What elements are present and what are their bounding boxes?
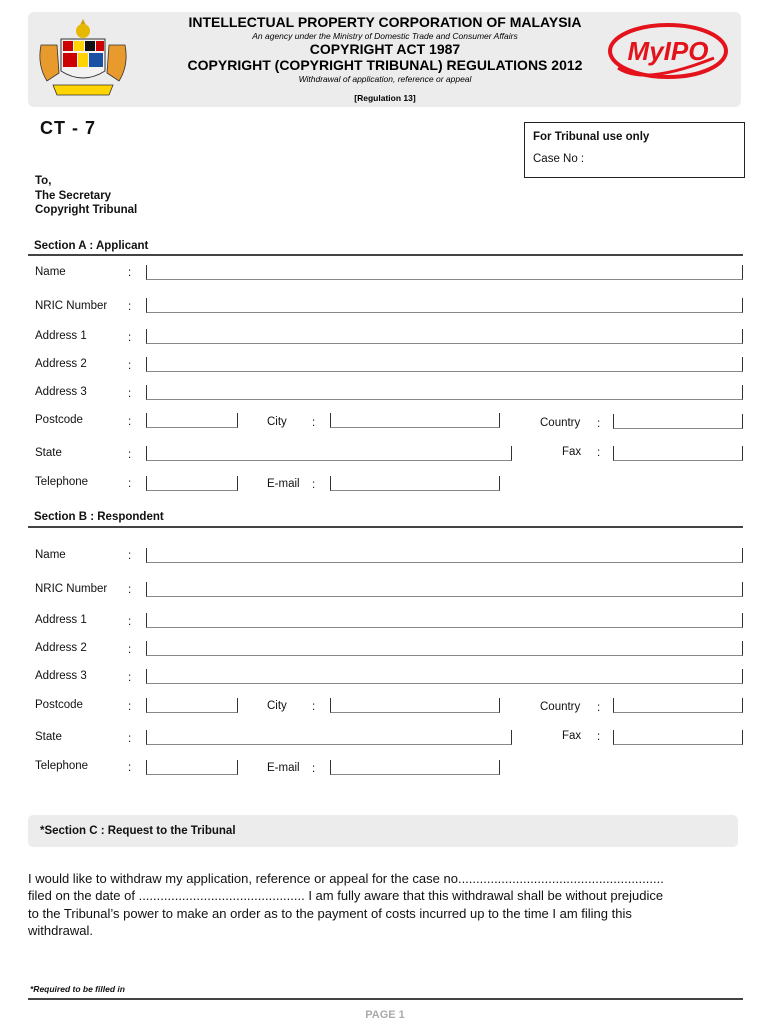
respondent-email-field[interactable] — [330, 760, 500, 775]
section-a-divider — [28, 254, 743, 256]
logo-text: MyIPO — [627, 36, 709, 66]
applicant-fax-label: Fax — [562, 446, 582, 458]
colon: : — [597, 447, 601, 459]
applicant-email-label: E-mail — [267, 478, 300, 490]
applicant-telephone-field[interactable] — [146, 476, 238, 491]
statement-line-3: to the Tribunal’s power to make an order as to the payment of costs incurred up to the time I am filing this — [28, 905, 632, 921]
applicant-name-field[interactable] — [146, 265, 743, 280]
colon: : — [128, 388, 132, 400]
colon: : — [128, 360, 132, 372]
act-title: COPYRIGHT ACT 1987 — [309, 41, 461, 57]
colon: : — [597, 731, 601, 743]
tribunal-box-title: For Tribunal use only — [533, 131, 650, 143]
respondent-address3-label: Address 3 — [35, 670, 87, 682]
applicant-state-label: State — [35, 447, 62, 459]
respondent-state-label: State — [35, 731, 62, 743]
applicant-nric-field[interactable] — [146, 298, 743, 313]
colon: : — [128, 644, 132, 656]
colon: : — [128, 332, 132, 344]
applicant-address2-label: Address 2 — [35, 358, 87, 370]
coat-of-arms-icon — [31, 15, 135, 103]
applicant-country-label: Country — [540, 417, 581, 429]
colon: : — [597, 702, 601, 714]
respondent-telephone-label: Telephone — [35, 760, 89, 772]
applicant-city-field[interactable] — [330, 413, 500, 428]
respondent-address3-field[interactable] — [146, 669, 743, 684]
colon: : — [128, 733, 132, 745]
case-number-label: Case No : — [533, 153, 585, 165]
applicant-nric-label: NRIC Number — [35, 300, 108, 312]
section-c-title: *Section C : Request to the Tribunal — [40, 825, 236, 837]
regulations-title: COPYRIGHT (COPYRIGHT TRIBUNAL) REGULATIONS 2012 — [187, 57, 583, 73]
form-code: CT - 7 — [40, 118, 97, 138]
applicant-fax-field[interactable] — [613, 446, 743, 461]
colon: : — [312, 763, 316, 775]
applicant-address3-field[interactable] — [146, 385, 743, 400]
required-note: *Required to be filled in — [30, 984, 125, 994]
colon: : — [128, 616, 132, 628]
colon: : — [312, 479, 316, 491]
applicant-address1-field[interactable] — [146, 329, 743, 344]
applicant-postcode-label: Postcode — [35, 414, 83, 426]
applicant-name-label: Name — [35, 266, 66, 278]
regulation-reference: [Regulation 13] — [354, 93, 416, 103]
respondent-address1-field[interactable] — [146, 613, 743, 628]
footer-divider — [28, 998, 743, 1000]
respondent-fax-label: Fax — [562, 730, 582, 742]
organization-title: INTELLECTUAL PROPERTY CORPORATION OF MALAYSIA — [188, 14, 582, 30]
addressee-tribunal: Copyright Tribunal — [35, 204, 138, 216]
colon: : — [128, 701, 132, 713]
respondent-country-label: Country — [540, 701, 581, 713]
respondent-postcode-field[interactable] — [146, 698, 238, 713]
respondent-state-field[interactable] — [146, 730, 512, 745]
respondent-country-field[interactable] — [613, 698, 743, 713]
respondent-city-label: City — [267, 700, 287, 712]
statement-line-2: filed on the date of .............................................. I am fully aware that this withdrawal shall be without prejudice — [28, 888, 664, 904]
respondent-name-label: Name — [35, 549, 66, 561]
respondent-postcode-label: Postcode — [35, 699, 83, 711]
applicant-address1-label: Address 1 — [35, 330, 87, 342]
respondent-city-field[interactable] — [330, 698, 500, 713]
applicant-city-label: City — [267, 416, 287, 428]
respondent-address1-label: Address 1 — [35, 614, 87, 626]
colon: : — [128, 449, 132, 461]
colon: : — [128, 416, 132, 428]
respondent-address2-label: Address 2 — [35, 642, 87, 654]
purpose-subtitle: Withdrawal of application, reference or appeal — [298, 74, 472, 84]
respondent-fax-field[interactable] — [613, 730, 743, 745]
colon: : — [128, 762, 132, 774]
colon: : — [312, 701, 316, 713]
colon: : — [128, 584, 132, 596]
section-b-divider — [28, 526, 743, 528]
tribunal-use-box — [524, 122, 745, 178]
colon: : — [128, 267, 132, 279]
respondent-telephone-field[interactable] — [146, 760, 238, 775]
addressee-to: To, — [35, 175, 52, 187]
colon: : — [312, 417, 316, 429]
colon: : — [128, 672, 132, 684]
applicant-state-field[interactable] — [146, 446, 512, 461]
applicant-address3-label: Address 3 — [35, 386, 87, 398]
respondent-nric-label: NRIC Number — [35, 583, 108, 595]
colon: : — [128, 301, 132, 313]
applicant-telephone-label: Telephone — [35, 476, 89, 488]
colon: : — [128, 478, 132, 490]
page-number: PAGE 1 — [365, 1009, 405, 1021]
respondent-address2-field[interactable] — [146, 641, 743, 656]
addressee-secretary: The Secretary — [35, 190, 112, 202]
respondent-name-field[interactable] — [146, 548, 743, 563]
applicant-address2-field[interactable] — [146, 357, 743, 372]
statement-line-1: I would like to withdraw my application, reference or appeal for the case no......................................................... — [28, 871, 664, 886]
colon: : — [597, 418, 601, 430]
applicant-email-field[interactable] — [330, 476, 500, 491]
statement-line-4: withdrawal. — [28, 922, 94, 938]
respondent-nric-field[interactable] — [146, 582, 743, 597]
withdrawal-statement — [28, 870, 743, 939]
colon: : — [128, 550, 132, 562]
section-b-title: Section B : Respondent — [34, 511, 164, 523]
applicant-country-field[interactable] — [613, 414, 743, 429]
applicant-postcode-field[interactable] — [146, 413, 238, 428]
agency-subtitle: An agency under the Ministry of Domestic Trade and Consumer Affairs — [252, 31, 518, 41]
section-a-title: Section A : Applicant — [34, 240, 149, 252]
myipo-logo-icon — [604, 18, 728, 84]
respondent-email-label: E-mail — [267, 762, 300, 774]
